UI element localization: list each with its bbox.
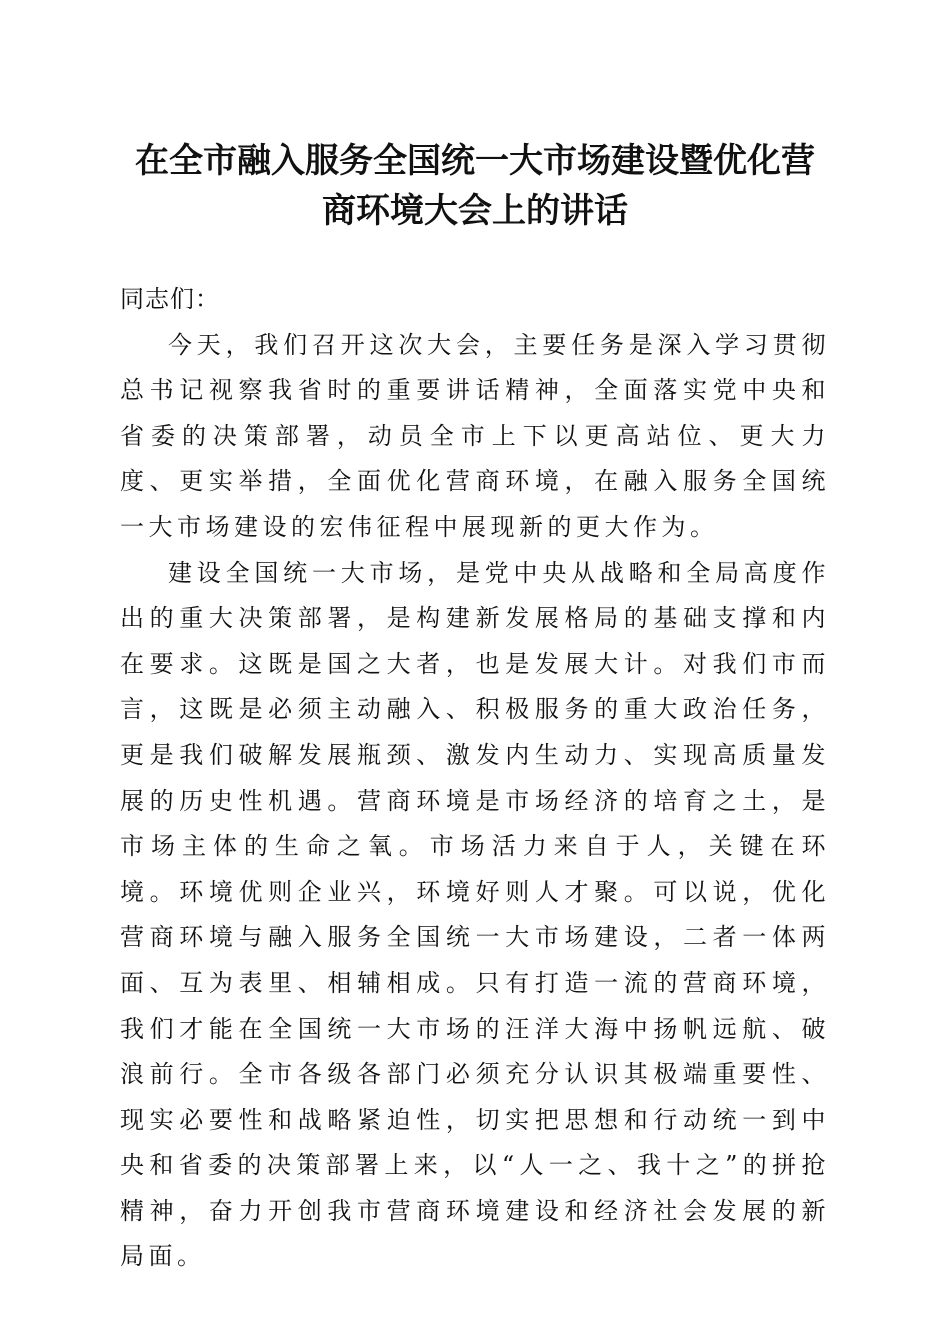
paragraph-1: 今天，我们召开这次大会，主要任务是深入学习贯彻总书记视察我省时的重要讲话精神，全面落实党中央和省委的决策部署，动员全市上下以更高站位、更大力度、更实举措，全面优化营商环境，在融入服务全国统一大市场建设的宏伟征程中展现新的更大作为。 xyxy=(120,330,830,541)
document-body xyxy=(120,277,830,1280)
paragraph-2: 建设全国统一大市场，是党中央从战略和全局高度作出的重大决策部署，是构建新发展格局的基础支撑和内在要求。这既是国之大者，也是发展大计。对我们市而言，这既是必须主动融入、积极服务的重大政治任务，更是我们破解发展瓶颈、激发内生动力、实现高质量发展的历史性机遇。营商环境是市场经济的培育之土，是市场主体的生命之氧。市场活力来自于人，关键在环境。环境优则企业兴，环境好则人才聚。可以说，优化营商环境与融入服务全国统一大市场建设，二者一体两面、互为表里、相辅相成。只有打造一流的营商环境，我们才能在全国统一大市场的汪洋大海中扬帆远航、破浪前行。全市各级各部门必须充分认识其极端重要性、现实必要性和战略紧迫性，切实把思想和行动统一到中央和省委的决策部署上来，以“人一之、我十之”的拼抢精神，奋力开创我市营商环境建设和经济社会发展的新局面。 xyxy=(120,558,830,1271)
salutation: 同志们： xyxy=(120,285,220,313)
title-line-2: 商环境大会上的讲话 xyxy=(322,191,628,231)
title-line-1: 在全市融入服务全国统一大市场建设暨优化营 xyxy=(135,141,815,181)
document-title xyxy=(112,136,838,236)
